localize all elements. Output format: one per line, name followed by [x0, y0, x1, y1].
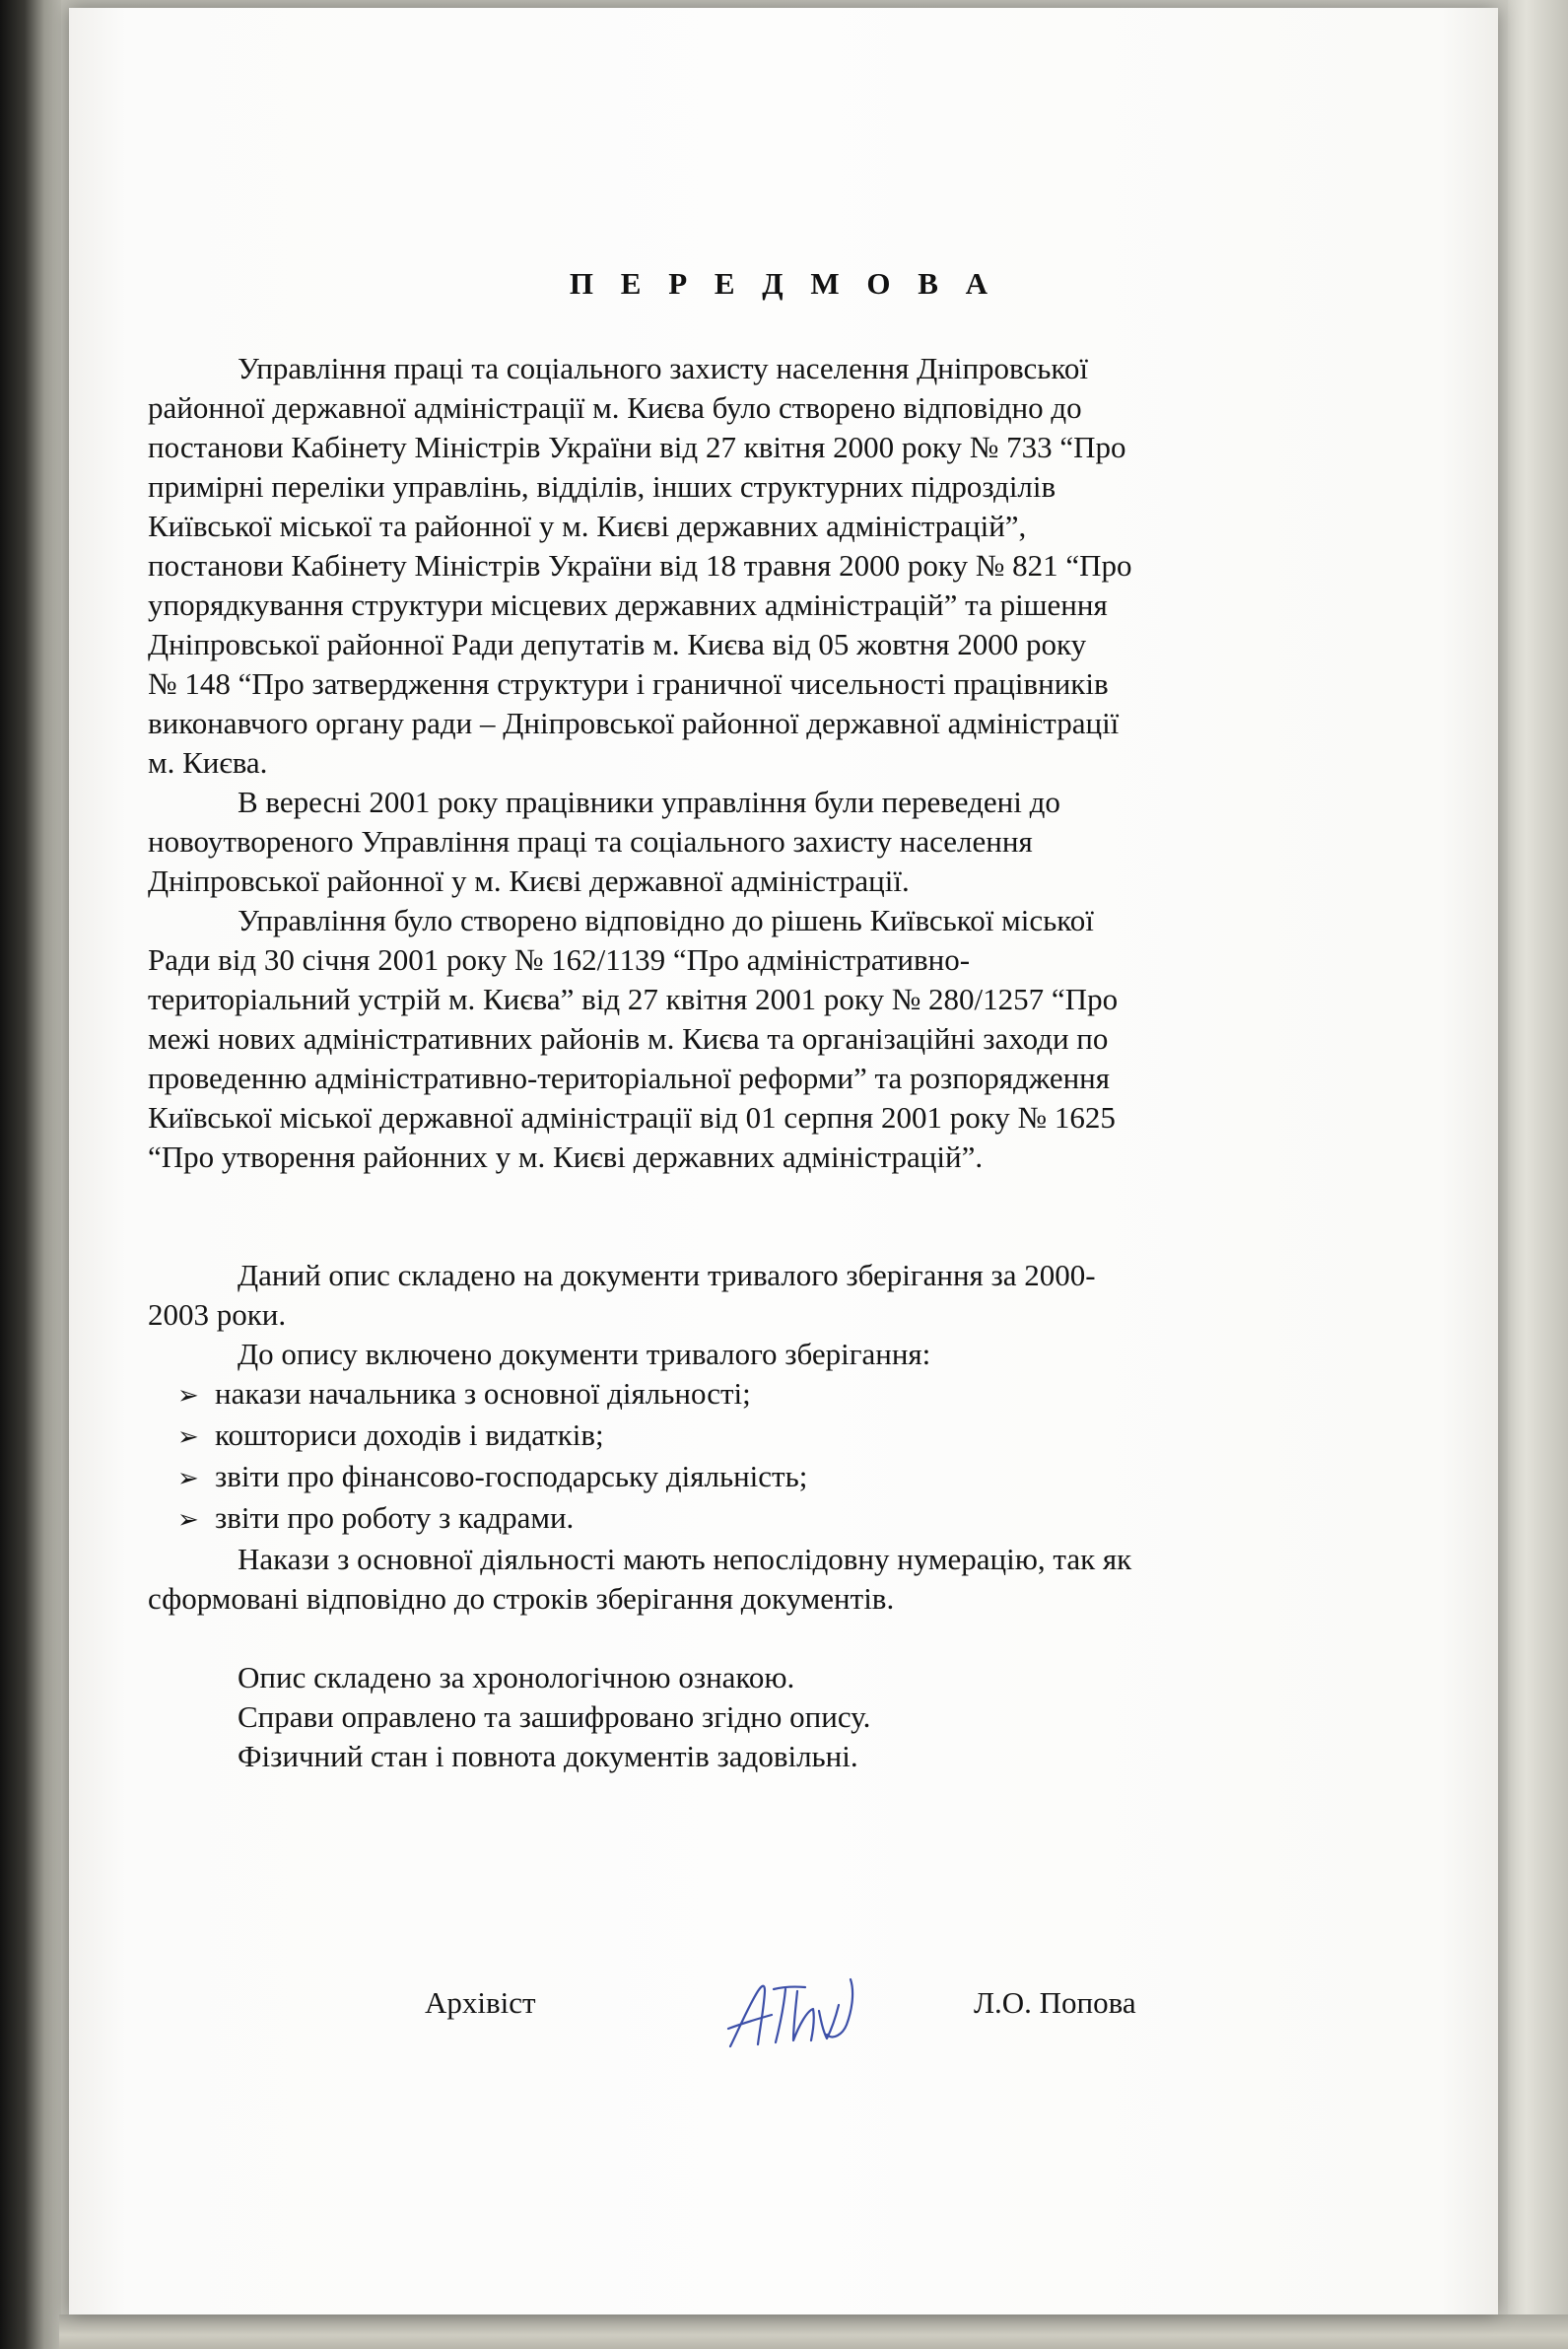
paragraph-closing — [148, 1658, 1429, 1776]
spacer — [148, 1619, 1429, 1658]
paragraph-history — [148, 349, 1429, 783]
arrow-bullet-icon: ➢ — [177, 1464, 199, 1493]
text-line: межі нових адміністративних районів м. Києва та організаційні заходи по — [148, 1021, 1109, 1056]
text-line: районної державної адміністрації м. Києва було створено відповідно до — [148, 390, 1082, 425]
arrow-bullet-icon: ➢ — [177, 1381, 199, 1411]
text-line: сформовані відповідно до строків зберігання документів. — [148, 1581, 895, 1616]
list-item-label: звіти про роботу з кадрами. — [215, 1500, 575, 1535]
text-line: Фізичний стан і повнота документів задовільні. — [238, 1739, 858, 1773]
list-item — [148, 1374, 1429, 1416]
list-item — [148, 1457, 1429, 1498]
list-intro — [148, 1335, 1429, 1374]
text-line: територіальний устрій м. Києва” від 27 квітня 2001 року № 280/1257 “Про — [148, 982, 1119, 1016]
text-line: Накази з основної діяльності мають непослідовну нумерацію, так як — [238, 1542, 1132, 1576]
signatory-name: Л.О. Попова — [974, 1985, 1136, 2020]
previous-page-edge — [0, 0, 61, 2349]
text-line: упорядкування структури місцевих державних адміністрацій” та рішення — [148, 587, 1108, 622]
list-item-label: звіти про фінансово-господарську діяльність; — [215, 1459, 808, 1493]
list-item-label: накази начальника з основної діяльності; — [215, 1376, 751, 1411]
text-line: До опису включено документи тривалого зберігання: — [238, 1337, 931, 1371]
document-body — [148, 349, 1429, 1776]
text-line: В вересні 2001 року працівники управління були переведені до — [238, 785, 1060, 819]
document-page — [69, 8, 1498, 2314]
arrow-bullet-icon: ➢ — [177, 1422, 199, 1452]
spacer — [148, 1177, 1429, 1256]
text-line: Даний опис складено на документи тривалого зберігання за 2000- — [238, 1258, 1096, 1292]
text-line: Дніпровської районної Ради депутатів м. Києва від 05 жовтня 2000 року — [148, 627, 1087, 661]
text-line: Київської міської державної адміністрації від 01 серпня 2001 року № 1625 — [148, 1100, 1116, 1135]
text-line: № 148 “Про затвердження структури і граничної чисельності працівників — [148, 666, 1109, 701]
paragraph-transfer — [148, 783, 1429, 901]
text-line: виконавчого органу ради – Дніпровської районної державної адміністрації — [148, 706, 1120, 740]
text-line: примірні переліки управлінь, відділів, інших структурних підрозділів — [148, 469, 1057, 504]
document-list — [148, 1374, 1429, 1540]
text-line: Ради від 30 січня 2001 року № 162/1139 “Про адміністративно- — [148, 942, 971, 977]
paragraph-scope — [148, 1256, 1429, 1335]
text-line: Управління праці та соціального захисту населення Дніпровської — [238, 351, 1088, 385]
handwritten-signature — [724, 1969, 882, 2058]
paragraph-creation — [148, 901, 1429, 1177]
text-line: постанови Кабінету Міністрів України від 27 квітня 2000 року № 733 “Про — [148, 430, 1126, 464]
paragraph-numbering — [148, 1540, 1429, 1619]
signatory-role: Архівіст — [425, 1985, 536, 2020]
list-item — [148, 1416, 1429, 1457]
arrow-bullet-icon: ➢ — [177, 1505, 199, 1535]
text-line: Київської міської та районної у м. Києві державних адміністрацій”, — [148, 509, 1027, 543]
cover-bottom-edge — [59, 2314, 1568, 2349]
text-line: Справи оправлено та зашифровано згідно опису. — [238, 1699, 871, 1734]
page-stack-edge — [1508, 0, 1568, 2349]
document-title: П Е Р Е Д М О В А — [569, 266, 998, 301]
text-line: 2003 роки. — [148, 1297, 287, 1332]
text-line: Управління було створено відповідно до рішень Київської міської — [238, 903, 1094, 937]
text-line: м. Києва. — [148, 745, 268, 780]
text-line: Дніпровської районної у м. Києві державної адміністрації. — [148, 864, 910, 898]
text-line: Опис складено за хронологічною ознакою. — [238, 1660, 795, 1694]
list-item-label: кошториси доходів і видатків; — [215, 1417, 604, 1452]
text-line: проведенню адміністративно-територіальної реформи” та розпорядження — [148, 1061, 1111, 1095]
text-line: постанови Кабінету Міністрів України від 18 травня 2000 року № 821 “Про — [148, 548, 1132, 583]
text-line: “Про утворення районних у м. Києві державних адміністрацій”. — [148, 1140, 984, 1174]
text-line: новоутвореного Управління праці та соціального захисту населення — [148, 824, 1033, 859]
list-item — [148, 1498, 1429, 1540]
